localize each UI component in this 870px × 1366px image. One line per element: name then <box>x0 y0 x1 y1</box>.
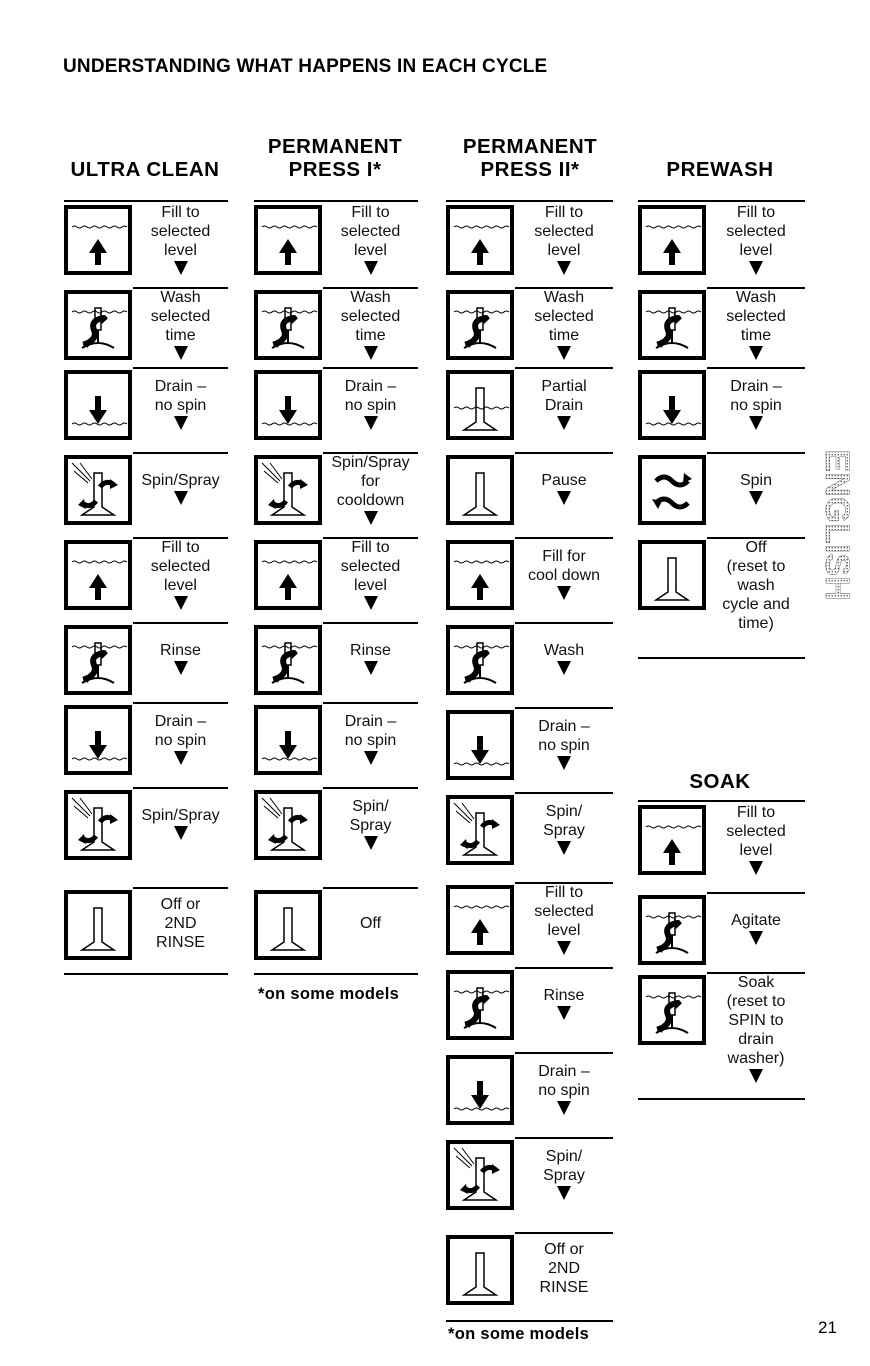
column-title-ultra-clean: ULTRA CLEAN <box>70 158 220 181</box>
down-arrow-icon <box>749 1069 763 1083</box>
down-arrow-icon <box>557 491 571 505</box>
down-arrow-icon <box>364 661 378 675</box>
step-text <box>707 377 805 430</box>
column-bottom-rule <box>638 657 805 659</box>
step-text <box>323 538 418 610</box>
drain-icon <box>64 370 132 440</box>
step-text <box>707 538 805 633</box>
off-icon <box>64 890 132 960</box>
down-arrow-icon <box>364 836 378 850</box>
step-text <box>323 914 418 933</box>
step-label: Spin <box>739 472 773 489</box>
down-arrow-icon <box>364 261 378 275</box>
language-side-tab <box>818 425 857 625</box>
step-label: Fill to selected level <box>150 539 211 594</box>
partial-drain-icon <box>446 370 514 440</box>
fill-icon <box>446 885 514 955</box>
step-text <box>515 203 613 275</box>
step-text <box>515 641 613 675</box>
down-arrow-icon <box>557 261 571 275</box>
footnote-perm-press-1: *on some models <box>258 985 400 1003</box>
step-divider <box>515 622 613 624</box>
step-divider <box>323 622 418 624</box>
wash-icon <box>638 895 706 965</box>
spin-spray-icon <box>64 455 132 525</box>
wash-icon <box>64 290 132 360</box>
step-divider <box>515 1137 613 1139</box>
step-divider <box>515 367 613 369</box>
step-text <box>515 377 613 430</box>
down-arrow-icon <box>174 661 188 675</box>
column-title-permanent-press-1: PERMANENT PRESS I* <box>267 135 403 181</box>
step-divider <box>323 887 418 889</box>
step-label: Rinse <box>350 642 391 659</box>
step-text <box>515 471 613 505</box>
spin-spray-icon <box>64 790 132 860</box>
step-text <box>133 806 228 840</box>
step-text <box>133 203 228 275</box>
down-arrow-icon <box>557 1186 571 1200</box>
step-label: Fill to selected level <box>150 204 211 259</box>
column-bottom-rule <box>64 973 228 975</box>
step-text <box>707 288 805 360</box>
step-text <box>133 538 228 610</box>
step-divider <box>515 1052 613 1054</box>
down-arrow-icon <box>557 416 571 430</box>
down-arrow-icon <box>557 841 571 855</box>
step-text <box>515 986 613 1020</box>
step-text <box>707 973 805 1083</box>
down-arrow-icon <box>749 931 763 945</box>
step-divider <box>323 367 418 369</box>
step-text <box>323 453 418 525</box>
step-label: Wash selected time <box>150 289 211 344</box>
step-label: Off or 2ND RINSE <box>156 895 205 951</box>
step-divider <box>323 787 418 789</box>
fill-icon <box>638 805 706 875</box>
fill-icon <box>446 205 514 275</box>
step-label: Fill to selected level <box>340 204 401 259</box>
column-top-rule <box>638 800 805 802</box>
down-arrow-icon <box>557 941 571 955</box>
step-text <box>323 203 418 275</box>
step-label: Fill for cool down <box>527 547 601 584</box>
off-icon <box>254 890 322 960</box>
wash-icon <box>254 290 322 360</box>
step-label: Spin/Spray for cooldown <box>331 454 410 509</box>
column-title-soak: SOAK <box>689 770 751 793</box>
spin-icon <box>638 455 706 525</box>
step-label: Off (reset to wash cycle and time) <box>722 539 790 632</box>
step-text <box>707 803 805 875</box>
step-divider <box>707 367 805 369</box>
step-label: Fill to selected level <box>726 204 786 259</box>
step-label: Off <box>359 914 382 932</box>
step-divider <box>707 452 805 454</box>
step-label: Rinse <box>543 987 585 1004</box>
fill-icon <box>638 205 706 275</box>
down-arrow-icon <box>174 596 188 610</box>
wash-icon <box>64 625 132 695</box>
down-arrow-icon <box>749 346 763 360</box>
footnote-perm-press-2: *on some models <box>448 1325 590 1343</box>
step-divider <box>515 452 613 454</box>
drain-icon <box>446 1055 514 1125</box>
off-icon <box>446 1235 514 1305</box>
down-arrow-icon <box>174 416 188 430</box>
fill-icon <box>64 205 132 275</box>
down-arrow-icon <box>749 491 763 505</box>
wash-icon <box>446 970 514 1040</box>
step-label: Drain – no spin <box>344 712 397 749</box>
wash-icon <box>446 625 514 695</box>
down-arrow-icon <box>364 596 378 610</box>
step-divider <box>515 967 613 969</box>
down-arrow-icon <box>557 661 571 675</box>
step-label: Fill to selected level <box>726 804 786 859</box>
step-label: Soak (reset to SPIN to drain washer) <box>726 974 786 1067</box>
down-arrow-icon <box>557 346 571 360</box>
down-arrow-icon <box>364 416 378 430</box>
fill-icon <box>254 205 322 275</box>
drain-icon <box>446 710 514 780</box>
fill-icon <box>254 540 322 610</box>
step-text <box>515 717 613 770</box>
spin-spray-icon <box>446 1140 514 1210</box>
step-label: Wash selected time <box>534 289 594 344</box>
step-divider <box>133 367 228 369</box>
column-top-rule <box>254 200 418 202</box>
column-top-rule <box>64 200 228 202</box>
step-label: Fill to selected level <box>534 884 594 939</box>
step-label: Wash selected time <box>340 289 401 344</box>
step-text <box>515 802 613 855</box>
step-divider <box>133 787 228 789</box>
column-bottom-rule <box>446 1320 613 1322</box>
down-arrow-icon <box>364 751 378 765</box>
step-text <box>133 641 228 675</box>
down-arrow-icon <box>174 751 188 765</box>
fill-icon <box>446 540 514 610</box>
step-divider <box>133 622 228 624</box>
down-arrow-icon <box>174 826 188 840</box>
down-arrow-icon <box>749 416 763 430</box>
step-label: Agitate <box>731 912 781 929</box>
step-label: Fill to selected level <box>340 539 401 594</box>
step-text <box>515 1147 613 1200</box>
drain-icon <box>64 705 132 775</box>
step-text <box>515 883 613 955</box>
step-text <box>515 1062 613 1115</box>
step-label: Spin/Spray <box>141 807 220 824</box>
step-text <box>515 288 613 360</box>
step-text <box>133 895 228 952</box>
fill-icon <box>64 540 132 610</box>
step-label: Wash <box>543 642 585 659</box>
step-label: Drain – no spin <box>344 377 397 414</box>
step-text <box>323 712 418 765</box>
down-arrow-icon <box>364 511 378 525</box>
step-label: Fill to selected level <box>534 204 594 259</box>
step-text <box>323 641 418 675</box>
step-text <box>133 377 228 430</box>
down-arrow-icon <box>174 346 188 360</box>
step-divider <box>133 452 228 454</box>
down-arrow-icon <box>557 586 571 600</box>
step-divider <box>515 537 613 539</box>
step-text <box>133 288 228 360</box>
down-arrow-icon <box>557 1101 571 1115</box>
step-divider <box>707 892 805 894</box>
down-arrow-icon <box>174 261 188 275</box>
down-arrow-icon <box>749 261 763 275</box>
step-label: Off or 2ND RINSE <box>539 1240 589 1296</box>
down-arrow-icon <box>557 1006 571 1020</box>
page-title: UNDERSTANDING WHAT HAPPENS IN EACH CYCLE <box>63 56 548 77</box>
down-arrow-icon <box>557 756 571 770</box>
column-bottom-rule <box>254 973 418 975</box>
side-tab-text: ENGLISH <box>818 449 857 601</box>
column-bottom-rule <box>638 1098 805 1100</box>
step-text <box>323 797 418 850</box>
step-label: Wash selected time <box>726 289 786 344</box>
column-title-prewash: PREWASH <box>666 158 774 181</box>
column-title-permanent-press-2: PERMANENT PRESS II* <box>462 135 598 181</box>
spin-spray-icon <box>254 455 322 525</box>
step-label: Rinse <box>160 642 201 659</box>
step-text <box>133 471 228 505</box>
step-text <box>707 911 805 945</box>
drain-icon <box>638 370 706 440</box>
drain-icon <box>254 370 322 440</box>
step-label: Spin/Spray <box>141 472 220 489</box>
step-text <box>707 203 805 275</box>
step-label: Partial Drain <box>541 377 587 414</box>
step-divider <box>515 1232 613 1234</box>
step-divider <box>515 707 613 709</box>
wash-icon <box>638 290 706 360</box>
wash-icon <box>638 975 706 1045</box>
off-icon <box>638 540 706 610</box>
off-icon <box>446 455 514 525</box>
spin-spray-icon <box>446 795 514 865</box>
step-divider <box>515 792 613 794</box>
wash-icon <box>446 290 514 360</box>
step-label: Pause <box>541 472 587 489</box>
step-label: Drain – no spin <box>154 712 207 749</box>
step-text <box>323 377 418 430</box>
step-text <box>515 547 613 600</box>
spin-spray-icon <box>254 790 322 860</box>
step-label: Spin/ Spray <box>543 802 585 839</box>
step-text <box>707 471 805 505</box>
step-label: Drain – no spin <box>154 377 207 414</box>
step-label: Drain – no spin <box>730 377 782 414</box>
step-divider <box>133 702 228 704</box>
column-top-rule <box>446 200 613 202</box>
step-divider <box>133 887 228 889</box>
down-arrow-icon <box>749 861 763 875</box>
column-top-rule <box>638 200 805 202</box>
down-arrow-icon <box>364 346 378 360</box>
step-text <box>133 712 228 765</box>
wash-icon <box>254 625 322 695</box>
step-label: Drain – no spin <box>538 717 590 754</box>
drain-icon <box>254 705 322 775</box>
down-arrow-icon <box>174 491 188 505</box>
step-text <box>515 1240 613 1297</box>
step-label: Spin/ Spray <box>543 1147 585 1184</box>
step-label: Drain – no spin <box>538 1062 590 1099</box>
page-number: 21 <box>818 1318 837 1337</box>
step-divider <box>323 702 418 704</box>
step-text <box>323 288 418 360</box>
step-label: Spin/ Spray <box>349 797 392 834</box>
